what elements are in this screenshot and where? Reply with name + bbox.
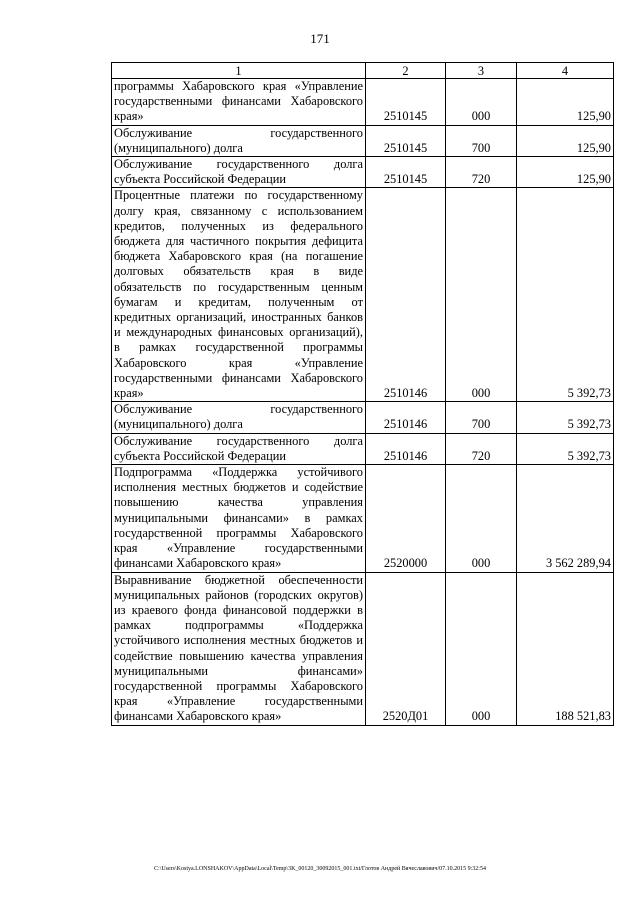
row-target-code: 2510145 — [366, 157, 446, 188]
row-name: Выравнивание бюджетной обеспеченности муниципальных районов (городских округов) из краевого фонда финансовой поддержки в рамках подпрограммы «Поддержка устойчивого исполнения местных бюджетов и содействие повышению качества управления муниципальными финансами» государственной программы Хабаровского края «Управление государственными финансами Хабаровского края» — [112, 572, 366, 725]
page-number: 171 — [310, 31, 330, 46]
row-amount: 125,90 — [517, 79, 614, 126]
row-amount: 125,90 — [517, 157, 614, 188]
row-target-code: 2520000 — [366, 465, 446, 572]
row-name: Процентные платежи по государственному долгу края, связанному с использованием кредитов, полученных из федерального бюджета для частичного покрытия дефицита бюджета Хабаровского края (на погашение долговых обязательств края в виде обязательств по государственным ценным бумагам и кредитам, полученным от кредитных организаций, иностранных банков и международных финансовых организаций), в рамках государственной программы Хабаровского края «Управление государственными финансами Хабаровского края» — [112, 188, 366, 402]
row-expense-type: 700 — [446, 125, 517, 156]
row-target-code: 2510145 — [366, 79, 446, 126]
row-expense-type: 000 — [446, 79, 517, 126]
row-name: Обслуживание государственного (муниципального) долга — [112, 125, 366, 156]
row-amount: 188 521,83 — [517, 572, 614, 725]
row-target-code: 2520Д01 — [366, 572, 446, 725]
table-row — [112, 465, 614, 572]
row-name: Обслуживание государственного (муниципального) долга — [112, 402, 366, 433]
row-amount: 5 392,73 — [517, 433, 614, 464]
row-amount: 5 392,73 — [517, 402, 614, 433]
table-row — [112, 433, 614, 464]
header-cell-1: 1 — [112, 63, 366, 79]
header-cell-3: 3 — [446, 63, 517, 79]
row-name: программы Хабаровского края «Управление государственными финансами Хабаровского края» — [112, 79, 366, 126]
table-row — [112, 157, 614, 188]
row-name: Обслуживание государственного долга субъекта Российской Федерации — [112, 157, 366, 188]
row-expense-type: 720 — [446, 433, 517, 464]
row-target-code: 2510146 — [366, 433, 446, 464]
file-path-footer: C:\Users\Kostya.LONSHAKOV\AppData\Local\Temp\3K_00120_30092015_001.txt/Глотов Андрей Вячеславович/07.10.2015 9:32:54 — [154, 866, 486, 872]
header-cell-2: 2 — [366, 63, 446, 79]
row-expense-type: 720 — [446, 157, 517, 188]
row-target-code: 2510145 — [366, 125, 446, 156]
row-amount: 3 562 289,94 — [517, 465, 614, 572]
row-amount: 5 392,73 — [517, 188, 614, 402]
row-name: Обслуживание государственного долга субъекта Российской Федерации — [112, 433, 366, 464]
header-cell-4: 4 — [517, 63, 614, 79]
table-row — [112, 188, 614, 402]
row-expense-type: 700 — [446, 402, 517, 433]
row-expense-type: 000 — [446, 188, 517, 402]
table-row — [112, 402, 614, 433]
table-row — [112, 572, 614, 725]
row-target-code: 2510146 — [366, 188, 446, 402]
row-target-code: 2510146 — [366, 402, 446, 433]
row-amount: 125,90 — [517, 125, 614, 156]
table-header-row — [112, 63, 614, 79]
row-name: Подпрограмма «Поддержка устойчивого исполнения местных бюджетов и содействие повышению качества управления муниципальными финансами» в рамках государственной программы Хабаровского края «Управление государственными финансами Хабаровского края» — [112, 465, 366, 572]
table-row — [112, 125, 614, 156]
row-expense-type: 000 — [446, 572, 517, 725]
table-row — [112, 79, 614, 126]
row-expense-type: 000 — [446, 465, 517, 572]
budget-table — [111, 62, 614, 726]
